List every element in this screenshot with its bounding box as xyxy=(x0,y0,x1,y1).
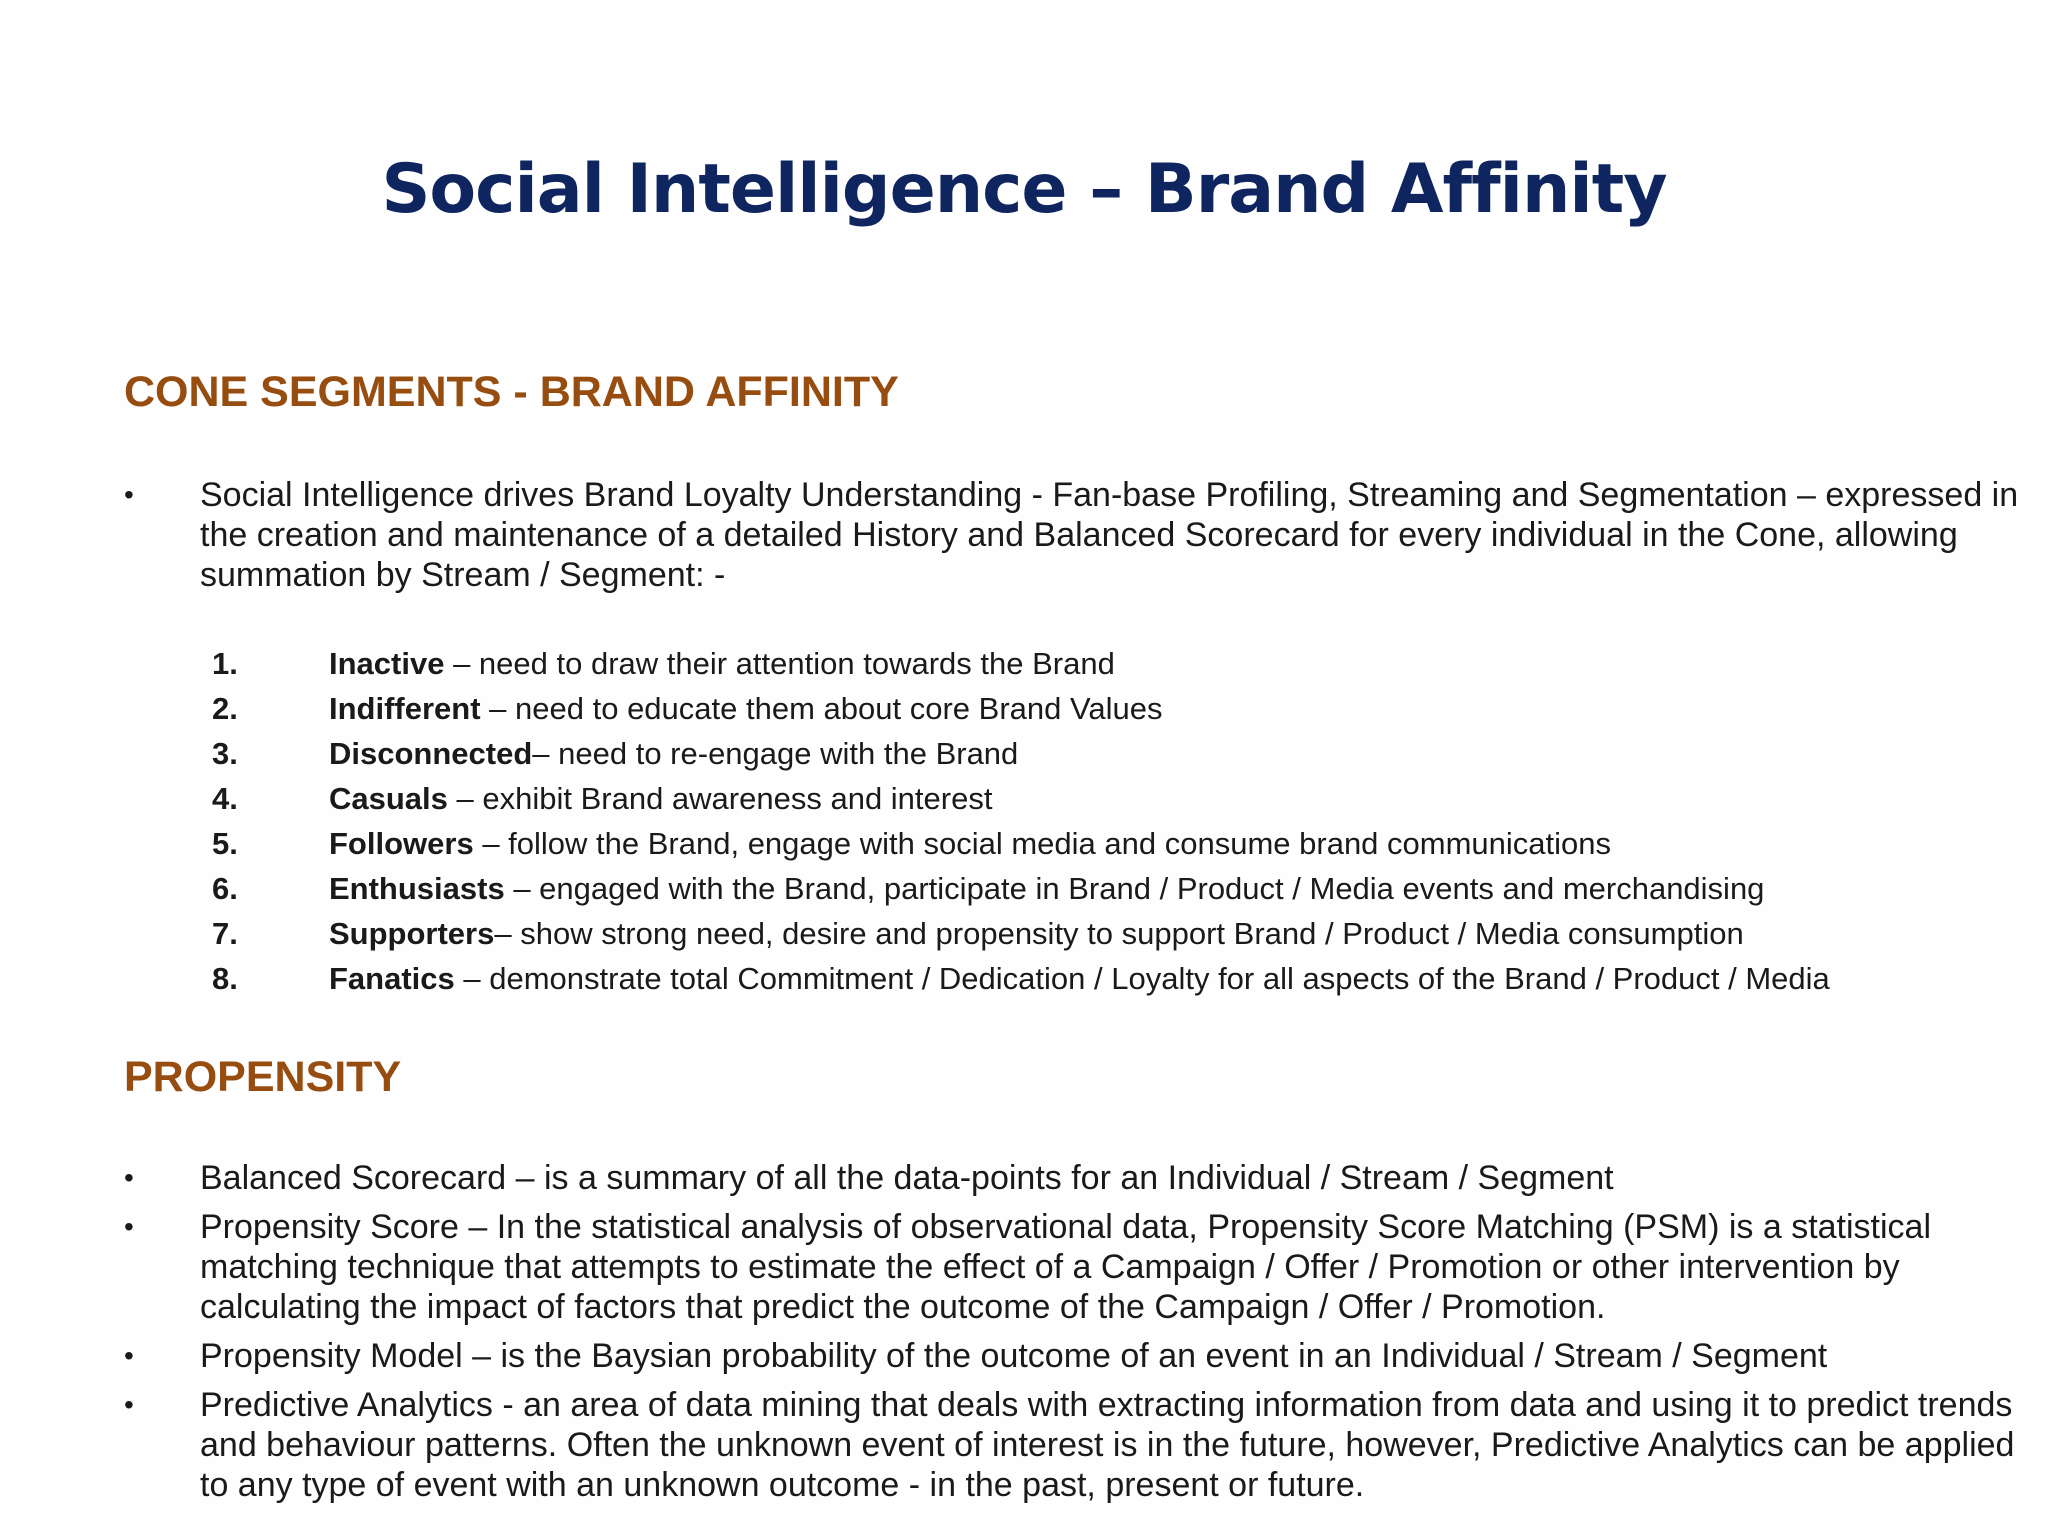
bullet-icon: • xyxy=(124,479,134,510)
segment-number: 6. xyxy=(212,871,238,906)
segment-item-disconnected xyxy=(212,731,2032,776)
list-item xyxy=(124,475,2030,595)
propensity-bullet-list xyxy=(124,1158,2030,1514)
segment-term: Casuals xyxy=(329,781,448,816)
segment-item-indifferent xyxy=(212,686,2032,731)
cone-segments-bullet-list xyxy=(124,475,2030,604)
segment-term: Inactive xyxy=(329,646,445,681)
segment-description: – need to re-engage with the Brand xyxy=(532,736,1019,771)
bullet-icon: • xyxy=(124,1389,134,1420)
segments-numbered-list xyxy=(212,641,2032,1001)
segment-term: Followers xyxy=(329,826,474,861)
bullet-text: Propensity Model – is the Baysian probability of the outcome of an event in an Individual / Stream / Segment xyxy=(200,1337,1828,1375)
segment-description: – need to educate them about core Brand Values xyxy=(480,691,1163,726)
segment-term: Supporters xyxy=(329,916,495,951)
segment-item-casuals xyxy=(212,776,2032,821)
segment-description: – exhibit Brand awareness and interest xyxy=(447,781,993,816)
list-item xyxy=(124,1207,2030,1327)
slide-title: Social Intelligence – Brand Affinity xyxy=(381,150,1667,229)
section-heading-cone-segments: CONE SEGMENTS - BRAND AFFINITY xyxy=(124,368,899,416)
list-item xyxy=(124,1385,2030,1505)
bullet-text: Social Intelligence drives Brand Loyalty Understanding - Fan-base Profiling, Streaming and Segmentation – expressed in the creation and maintenance of a detailed History and Balanced Scorecard for every individual in the Cone, allowing summation by Stream / Segment: - xyxy=(200,476,2019,594)
section-heading-propensity: PROPENSITY xyxy=(124,1053,402,1101)
segment-term: Enthusiasts xyxy=(329,871,505,906)
segment-number: 4. xyxy=(212,781,238,816)
segment-number: 1. xyxy=(212,646,238,681)
segment-number: 7. xyxy=(212,916,238,951)
segment-description: – show strong need, desire and propensity to support Brand / Product / Media consumption xyxy=(494,916,1744,951)
bullet-icon: • xyxy=(124,1211,134,1242)
segment-term: Disconnected xyxy=(329,736,533,771)
list-item xyxy=(124,1158,2030,1198)
segment-description: – engaged with the Brand, participate in Brand / Product / Media events and merchandising xyxy=(504,871,1765,906)
bullet-icon: • xyxy=(124,1340,134,1371)
segment-number: 2. xyxy=(212,691,238,726)
segment-item-inactive xyxy=(212,641,2032,686)
segment-item-followers xyxy=(212,821,2032,866)
segment-description: – need to draw their attention towards the Brand xyxy=(444,646,1115,681)
segment-number: 5. xyxy=(212,826,238,861)
segment-term: Fanatics xyxy=(329,961,455,996)
segment-number: 3. xyxy=(212,736,238,771)
bullet-text: Balanced Scorecard – is a summary of all the data-points for an Individual / Stream / Segment xyxy=(200,1159,1614,1197)
bullet-text: Propensity Score – In the statistical analysis of observational data, Propensity Score Matching (PSM) is a statistical matching technique that attempts to estimate the effect of a Campaign / Offer / Promotion or other intervention by calculating the impact of factors that predict the outcome of the Campaign / Offer / Promotion. xyxy=(200,1208,1932,1326)
segment-item-fanatics xyxy=(212,956,2032,1001)
list-item xyxy=(124,1336,2030,1376)
segment-description: – demonstrate total Commitment / Dedication / Loyalty for all aspects of the Brand / Product / Media xyxy=(454,961,1830,996)
bullet-text: Predictive Analytics - an area of data mining that deals with extracting information from data and using it to predict trends and behaviour patterns. Often the unknown event of interest is in the future, however, Predictive Analytics can be applied to any type of event with an unknown outcome - in the past, present or future. xyxy=(200,1386,2015,1504)
segment-item-enthusiasts xyxy=(212,866,2032,911)
segment-number: 8. xyxy=(212,961,238,996)
segment-term: Indifferent xyxy=(329,691,481,726)
segment-item-supporters xyxy=(212,911,2032,956)
segment-description: – follow the Brand, engage with social media and consume brand communications xyxy=(473,826,1612,861)
bullet-icon: • xyxy=(124,1162,134,1193)
